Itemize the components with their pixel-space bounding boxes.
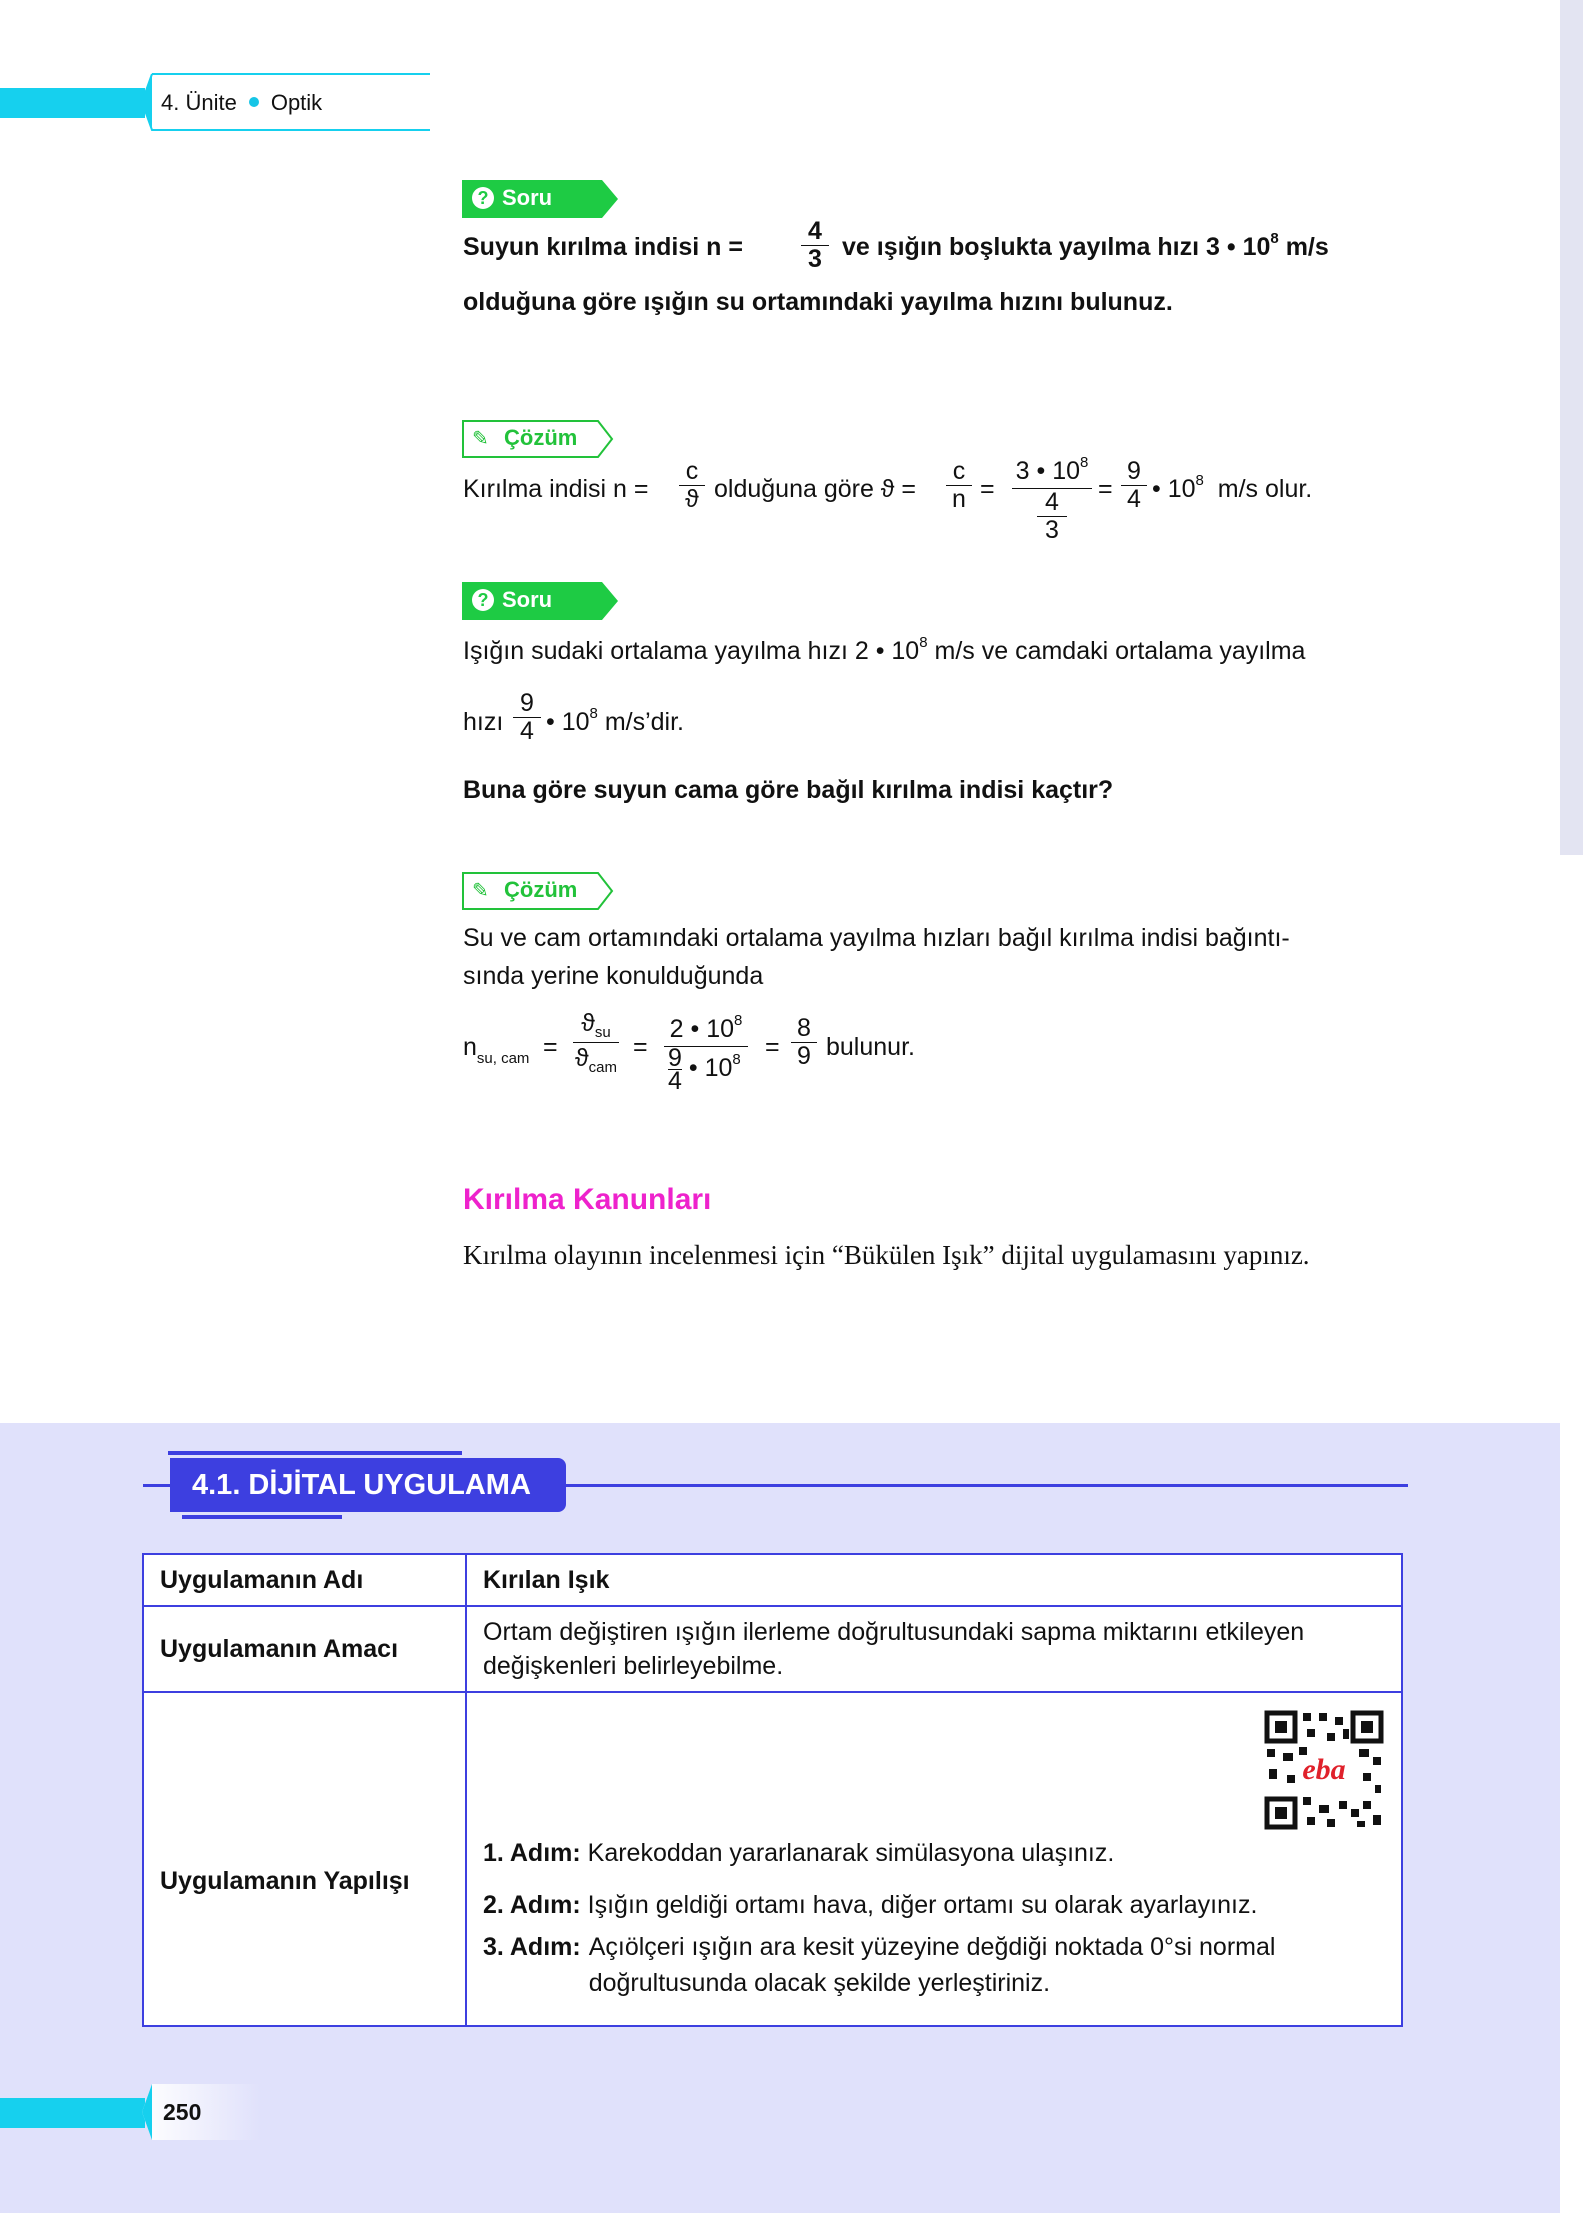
steps-cell [466, 1692, 1402, 2026]
step-3: 3. Adım: Açıölçeri ışığın ara kesit yüzeyine değdiği noktada 0°si normal doğrultusunda olacak şekilde yerleştiriniz. [483, 1933, 1276, 1997]
soru-label-1: ? Soru [462, 180, 617, 216]
s2-compound-fraction: 2 • $10^8$ $\frac{9}{4}$ • $10^8$ [664, 1016, 748, 1092]
cozum-label-1: ✎ Çözüm [472, 425, 578, 450]
s2-velocity-ratio: $ϑ_{su}$ $ϑ_{cam}$ [574, 1009, 617, 1076]
table-row [143, 1692, 1402, 2026]
pencil-icon: ✎ [472, 880, 489, 902]
row-label: Uygulamanın Yapılışı [143, 1692, 466, 2026]
badge-top-stripe [168, 1451, 462, 1455]
s1-tail: • $10^8$ m/s olur. [1152, 472, 1313, 503]
row-label: Uygulamanın Amacı [143, 1606, 466, 1692]
s2-line1: Su ve cam ortamındaki ortalama yayılma hızları bağıl kırılma indisi bağıntı- [463, 924, 1290, 952]
q1-line2: olduğuna göre ışığın su ortamındaki yayılma hızını bulunuz. [463, 288, 1173, 316]
q1-part2: ve ışığın boşlukta yayılma hızı 3 • $10^8$ m/s [842, 230, 1329, 261]
q1-part1: Suyun kırılma indisi n = [463, 233, 743, 261]
q2-line2a: hızı [463, 708, 504, 736]
s2-n: $n_{su, cam}$ [463, 1033, 530, 1067]
row-value: Kırılan Işık [466, 1554, 1402, 1606]
edge-strip [1560, 0, 1583, 855]
section-title: Kırılma Kanunları [463, 1183, 712, 1216]
step-1: 1. Adım: Karekoddan yararlanarak simülasyona ulaşınız. [483, 1839, 1115, 1867]
question-icon: ? [472, 589, 494, 611]
s1-compound-fraction: 3 • $10^8$ 4 3 [1012, 458, 1092, 544]
section-paragraph: Kırılma olayının incelenmesi için “Bükülen Işık” dijital uygulamasını yapınız. [463, 1240, 1310, 1270]
s2-eq-3: = [765, 1033, 780, 1061]
s2-eq-2: = [633, 1033, 648, 1061]
q2-fraction: $\frac{9}{4}$ [513, 690, 541, 745]
bullet-dot-icon [249, 97, 259, 107]
cozum-label-2: ✎ Çözüm [472, 877, 578, 902]
eba-logo: eba [1302, 1753, 1346, 1786]
header-accent-bar [0, 88, 145, 118]
badge-bottom-stripe [182, 1515, 342, 1519]
digital-title: 4.1. DİJİTAL UYGULAMA [192, 1469, 531, 1501]
s1-part1: Kırılma indisi n = [463, 475, 649, 503]
q2-line2b: • $10^8$ m/s’dir. [546, 705, 684, 736]
q2-line1: Işığın sudaki ortalama yayılma hızı 2 • $10^8$ m/s ve camdaki ortalama yayılma [463, 634, 1306, 665]
page-number: 250 [163, 2099, 202, 2125]
row-label: Uygulamanın Adı [143, 1554, 466, 1606]
qr-holder [483, 1709, 1385, 1831]
s1-fraction-c-v: $\frac{c}{ϑ}$ [679, 458, 705, 513]
pencil-icon: ✎ [472, 428, 489, 450]
topic-label: Optik [270, 90, 323, 115]
table-row [143, 1606, 1402, 1692]
footer-accent-bar [0, 2098, 145, 2128]
s2-line2: sında yerine konulduğunda [463, 962, 764, 990]
row-value: Ortam değiştiren ışığın ilerleme doğrultusundaki sapma miktarını etkileyen değişkenleri belirleyebilme. [466, 1606, 1402, 1692]
s1-part2: olduğuna göre ϑ = [714, 475, 917, 503]
s2-eq-1: = [543, 1033, 558, 1061]
table-row [143, 1554, 1402, 1606]
application-table [142, 1553, 1403, 2027]
s2-tail: bulunur. [826, 1033, 915, 1061]
s2-fraction-8-9: $\frac{8}{9}$ [791, 1015, 817, 1070]
q1-fraction: $\frac{4}{3}$ [801, 218, 829, 273]
s1-fraction-c-n: $\frac{c}{n}$ [946, 458, 972, 513]
s1-fraction-9-4: $\frac{9}{4}$ [1121, 458, 1147, 513]
unit-label: 4. Ünite [161, 90, 237, 115]
breadcrumb [161, 90, 322, 116]
question-icon: ? [472, 187, 494, 209]
qr-code-icon[interactable] [1263, 1709, 1385, 1831]
s1-eq-2: = [1098, 475, 1113, 503]
s1-eq-1: = [980, 475, 995, 503]
step-2: 2. Adım: Işığın geldiği ortamı hava, diğer ortamı su olarak ayarlayınız. [483, 1891, 1258, 1919]
q2-line3: Buna göre suyun cama göre bağıl kırılma indisi kaçtır? [463, 776, 1114, 804]
soru-label-2: ? Soru [462, 582, 617, 618]
